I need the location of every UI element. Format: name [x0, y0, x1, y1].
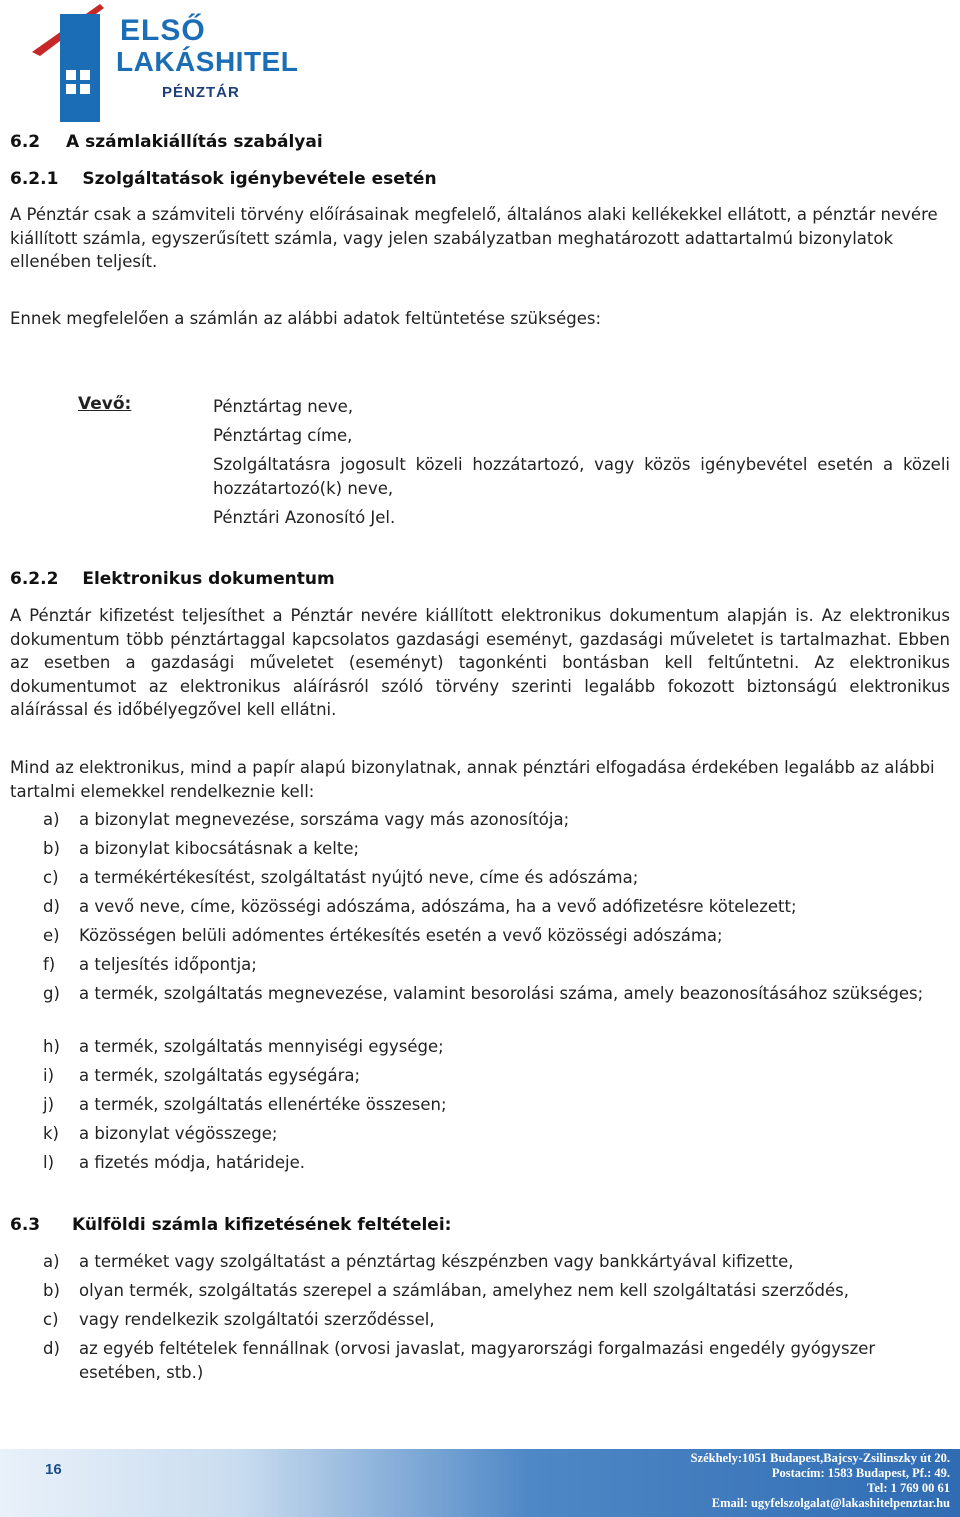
list-item-text: a terméket vagy szolgáltatást a pénztártag készpénzben vagy bankkártyával kifizette, — [79, 1252, 794, 1271]
list-item-text: a termék, szolgáltatás ellenértéke összesen; — [79, 1095, 447, 1114]
list-item-text: a bizonylat megnevezése, sorszáma vagy más azonosítója; — [79, 810, 570, 829]
list-item-text: a bizonylat végösszege; — [79, 1124, 278, 1143]
heading-number: 6.2 — [10, 132, 41, 152]
list-item-text: a vevő neve, címe, közösségi adószáma, adószáma, ha a vevő adófizetésre kötelezett; — [79, 897, 797, 916]
list-item-text: vagy rendelkezik szolgáltatói szerződéssel, — [79, 1310, 435, 1329]
buyer-item: Szolgáltatásra jogosult közeli hozzátartozó, vagy közös igénybevétel esetén a közeli hozzátartozó(k) neve, — [213, 455, 950, 498]
heading-6-3 — [10, 1215, 451, 1235]
list-item-marker: d) — [43, 897, 60, 916]
paragraph-6-2-1-intro: A Pénztár csak a számviteli törvény előírásainak megfelelő, általános alaki kellékekkel ellátott, a pénztár nevére kiállított számla, egyszerűsített számla, vagy jelen szabályzatban meghatározott adattartalmú bizonylatok ellenében teljesít. — [10, 205, 938, 271]
list-item-marker: a) — [43, 810, 60, 829]
heading-6-2-2 — [10, 569, 335, 589]
list-item-marker: c) — [43, 868, 59, 887]
heading-number: 6.2.1 — [10, 169, 59, 189]
list-item-text: a termékértékesítést, szolgáltatást nyújtó neve, címe és adószáma; — [79, 868, 639, 887]
list-item-marker: k) — [43, 1124, 59, 1143]
list-item-marker: j) — [43, 1095, 55, 1114]
heading-title: Elektronikus dokumentum — [82, 569, 335, 589]
paragraph-6-2-2-lead: Mind az elektronikus, mind a papír alapú bizonylatnak, annak pénztári elfogadása érdekében legalább az alábbi tartalmi elemekkel rendelkeznie kell: — [10, 758, 935, 801]
heading-6-2 — [10, 132, 323, 152]
logo — [30, 0, 320, 124]
list-item-text: a teljesítés időpontja; — [79, 955, 257, 974]
paragraph-6-2-1-lead: Ennek megfelelően a számlán az alábbi adatok feltüntetése szükséges: — [10, 309, 602, 328]
list-item-marker: b) — [43, 1281, 60, 1300]
page-number: 16 — [45, 1461, 62, 1478]
list-item-text: olyan termék, szolgáltatás szerepel a számlában, amelyhez nem kell szolgáltatási szerződés, — [79, 1281, 849, 1300]
list-item-marker: a) — [43, 1252, 60, 1271]
heading-title: Szolgáltatások igénybevétele esetén — [82, 169, 437, 189]
list-item-marker: b) — [43, 839, 60, 858]
logo-line-1: ELSŐ — [120, 14, 206, 47]
list-item-marker: h) — [43, 1037, 60, 1056]
footer-contact — [691, 1451, 950, 1511]
paragraph-6-2-2-body: A Pénztár kifizetést teljesíthet a Pénztár nevére kiállított elektronikus dokumentum alapján is. Az elektronikus dokumentum több pénztártaggal kapcsolatos gazdasági eseményt, gazdasági műveletet is tartalmazhat. Ebben az esetben a gazdasági műveletet (eseményt) tagonkénti bontásban kell feltűntetni. Az elektronikus dokumentumot az elektronikus aláírásról szóló törvény szerinti legalább fokozott biztonságú elektronikus aláírással és időbélyegzővel kell ellátni. — [10, 606, 950, 719]
list-item-text: a bizonylat kibocsátásnak a kelte; — [79, 839, 360, 858]
heading-title: Külföldi számla kifizetésének feltételei: — [72, 1215, 452, 1235]
heading-6-2-1 — [10, 169, 437, 189]
footer-phone: Tel: 1 769 00 61 — [867, 1481, 950, 1495]
list-item-text: a fizetés módja, határideje. — [79, 1153, 305, 1172]
buyer-label: Vevő: — [78, 394, 132, 414]
heading-title: A számlakiállítás szabályai — [66, 132, 323, 152]
list-item-text: a termék, szolgáltatás mennyiségi egysége; — [79, 1037, 444, 1056]
buyer-item: Pénztári Azonosító Jel. — [213, 508, 396, 527]
footer-address: Székhely:1051 Budapest,Bajcsy-Zsilinszky út 20. — [690, 1451, 950, 1465]
list-item-marker: e) — [43, 926, 60, 945]
heading-number: 6.2.2 — [10, 569, 59, 589]
footer-postal: Postacím: 1583 Budapest, Pf.: 49. — [771, 1466, 950, 1480]
footer-email: Email: ugyfelszolgalat@lakashitelpenztar.hu — [711, 1496, 950, 1510]
list-item-text: a termék, szolgáltatás megnevezése, valamint besorolási száma, amely beazonosításához szükséges; — [79, 984, 924, 1003]
list-item-marker: c) — [43, 1310, 59, 1329]
list-item-marker: i) — [43, 1066, 55, 1085]
logo-line-3: PÉNZTÁR — [162, 84, 240, 101]
list-item-marker: f) — [43, 955, 56, 974]
buyer-item: Pénztártag neve, — [213, 397, 354, 416]
list-item-text: a termék, szolgáltatás egységára; — [79, 1066, 361, 1085]
list-item-text: az egyéb feltételek fennállnak (orvosi javaslat, magyarországi forgalmazási engedély gyógyszer esetében, stb.) — [79, 1339, 876, 1382]
logo-line-2: LAKÁSHITEL — [116, 46, 299, 77]
heading-number: 6.3 — [10, 1215, 41, 1235]
page-footer — [0, 1449, 960, 1517]
list-item-text: Közösségen belüli adómentes értékesítés esetén a vevő közösségi adószáma; — [79, 926, 723, 945]
list-item-marker: l) — [43, 1153, 55, 1172]
buyer-item: Pénztártag címe, — [213, 426, 353, 445]
list-item-marker: d) — [43, 1339, 60, 1358]
list-item-marker: g) — [43, 984, 60, 1003]
